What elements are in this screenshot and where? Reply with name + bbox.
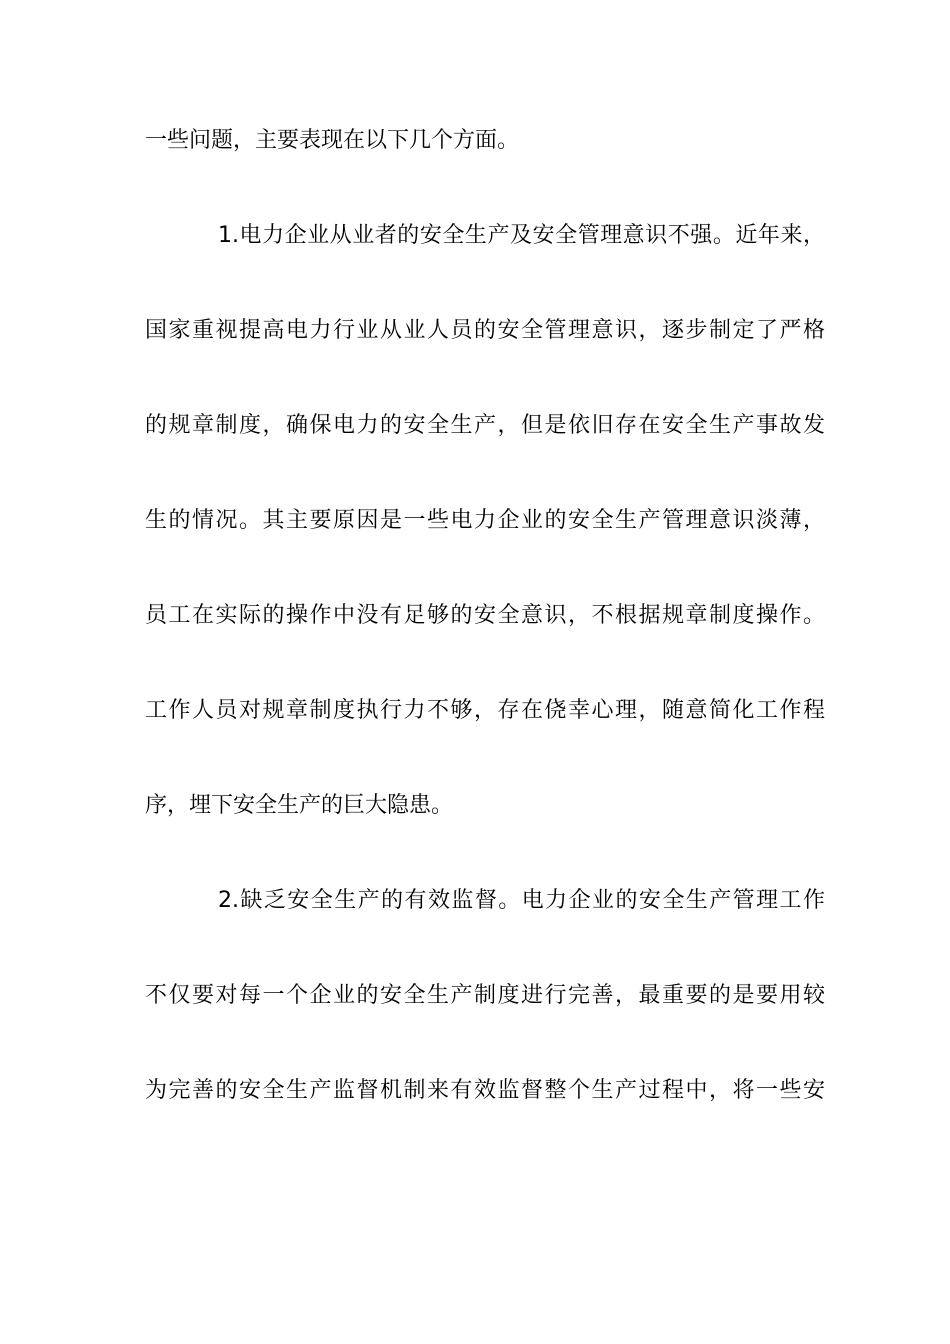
body-text [145, 128, 825, 1173]
text-line-3: 国家重视提高电力行业从业人员的安全管理意识，逐步制定了严格 [145, 318, 825, 343]
text-line-10: 不仅要对每一个企业的安全生产制度进行完善，最重要的是要用较 [145, 983, 825, 1008]
text-line-5: 生的情况。其主要原因是一些电力企业的安全生产管理意识淡薄， [145, 508, 825, 533]
text-line-11: 为完善的安全生产监督机制来有效监督整个生产过程中，将一些安 [145, 1078, 825, 1103]
text-line-2: 1.电力企业从业者的安全生产及安全管理意识不强。近年来， [218, 223, 825, 248]
text-line-9: 2.缺乏安全生产的有效监督。电力企业的安全生产管理工作 [218, 888, 825, 913]
text-line-7: 工作人员对规章制度执行力不够，存在侥幸心理，随意简化工作程 [145, 698, 825, 723]
text-line-1: 一些问题，主要表现在以下几个方面。 [145, 128, 520, 153]
text-line-4: 的规章制度，确保电力的安全生产，但是依旧存在安全生产事故发 [145, 413, 825, 438]
text-line-6: 员工在实际的操作中没有足够的安全意识，不根据规章制度操作。 [145, 603, 825, 628]
text-line-8: 序，埋下安全生产的巨大隐患。 [145, 793, 454, 818]
